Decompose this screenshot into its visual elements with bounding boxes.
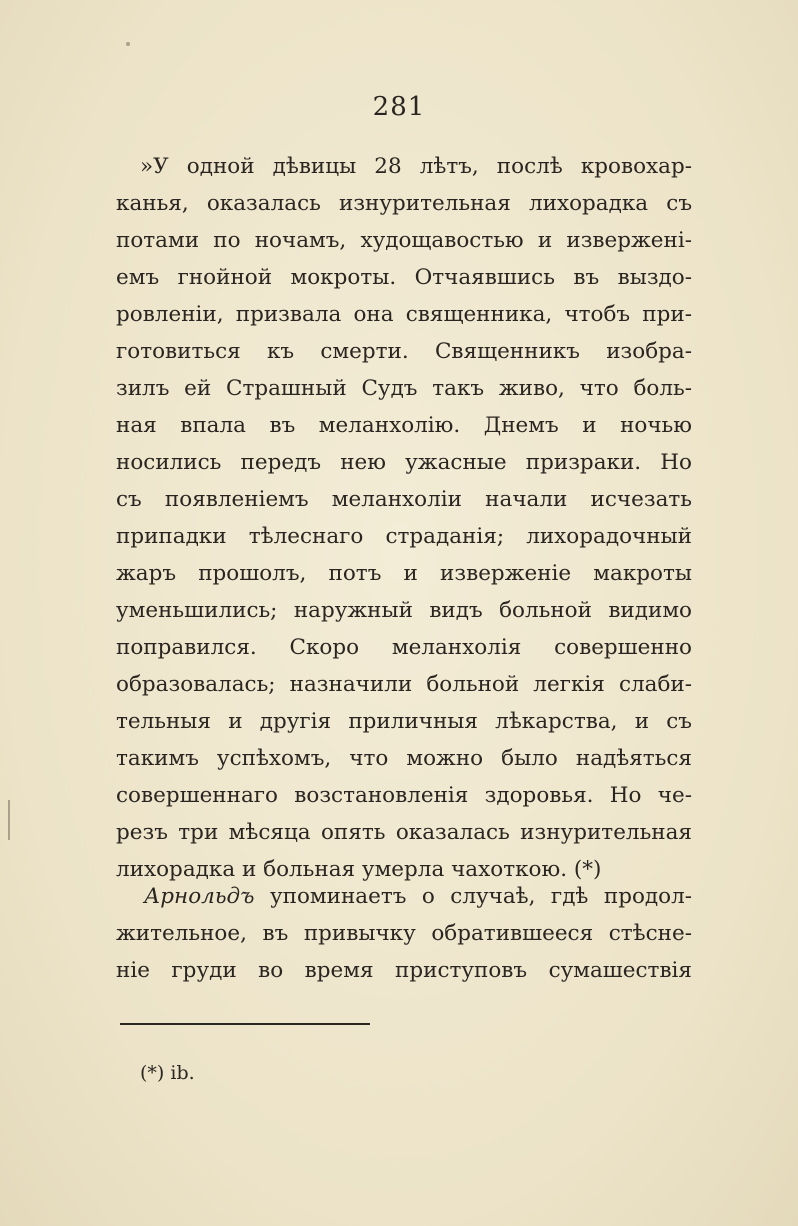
paragraph-2	[116, 878, 692, 989]
text-line: ная впала въ меланхолiю. Днемъ и ночью	[116, 413, 692, 438]
text-line: припадки тѣлеснаго страданiя; лихорадочный	[116, 524, 692, 549]
paragraph-1	[116, 148, 692, 888]
text-line: лихорадка и больная умерла чахоткою. (*)	[116, 857, 602, 882]
text-fragment: упоминаетъ о случаѣ, гдѣ продол-	[254, 884, 692, 909]
text-line: ровленiи, призвала она священника, чтобъ при-	[116, 302, 692, 327]
ink-speck	[126, 42, 130, 46]
text-line: емъ гнойной мокроты. Отчаявшись въ выздо-	[116, 265, 692, 290]
text-line: потами по ночамъ, худощавостью и изверженi-	[116, 228, 692, 253]
margin-mark	[8, 800, 10, 840]
text-line: жительное, въ привычку обратившееся стѣсне-	[116, 921, 692, 946]
italic-name: Арнольдъ	[144, 884, 255, 909]
footnote: (*) ib.	[140, 1062, 195, 1084]
text-line: образовалась; назначили больной легкiя слаби-	[116, 672, 692, 697]
text-line: такимъ успѣхомъ, что можно было надѣяться	[116, 746, 692, 771]
text-line: канья, оказалась изнурительная лихорадка съ	[116, 191, 692, 216]
text-line: зилъ ей Страшный Судъ такъ живо, что боль-	[116, 376, 692, 401]
page-number: 281	[372, 92, 426, 122]
text-line: нiе груди во время приступовъ сумашествiя	[116, 958, 692, 983]
text-line: тельныя и другiя приличныя лѣкарства, и съ	[116, 709, 692, 734]
text-line: готовиться къ смерти. Священникъ изобра-	[116, 339, 692, 364]
footnote-rule	[120, 1023, 370, 1025]
text-line: уменьшились; наружный видъ больной видимо	[116, 598, 692, 623]
text-line: резъ три мѣсяца опять оказалась изнурительная	[116, 820, 692, 845]
text-line: поправился. Скоро меланхолiя совершенно	[116, 635, 692, 660]
text-line: »У одной дѣвицы 28 лѣтъ, послѣ кровохар-	[140, 154, 692, 179]
text-line	[116, 878, 692, 915]
text-line: жаръ прошолъ, потъ и изверженiе макроты	[116, 561, 692, 586]
text-line: съ появленiемъ меланхолiи начали исчезать	[116, 487, 692, 512]
text-line: совершеннаго возстановленiя здоровья. Но че-	[116, 783, 692, 808]
text-line: носились передъ нею ужасные призраки. Но	[116, 450, 692, 475]
